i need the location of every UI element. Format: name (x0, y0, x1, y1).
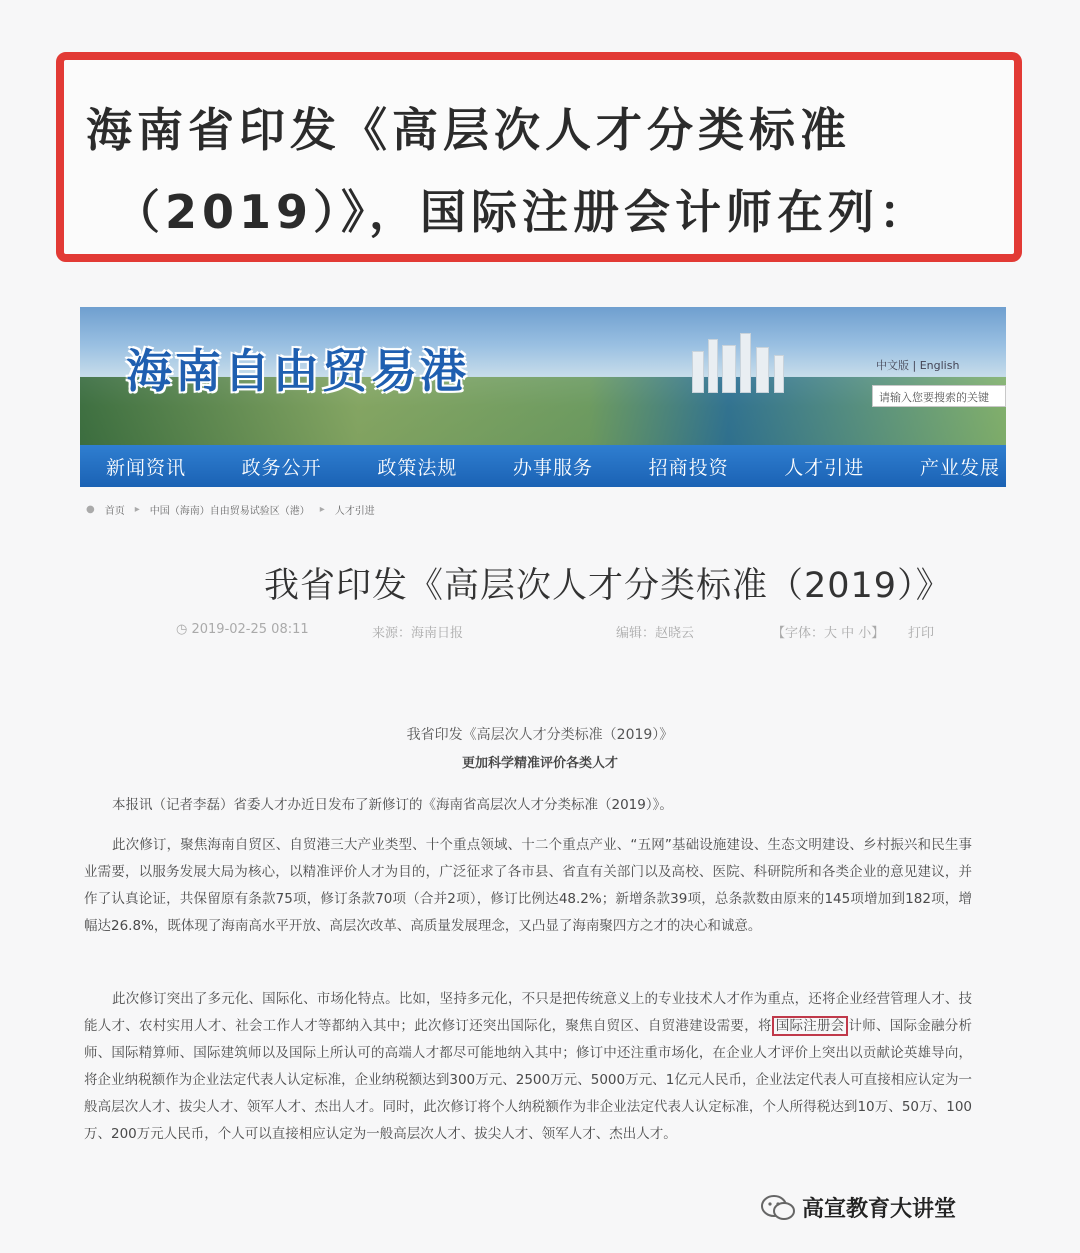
print-button[interactable]: 打印 (908, 626, 935, 641)
wechat-icon (760, 1194, 796, 1222)
home-icon: ● (86, 504, 95, 515)
breadcrumb (86, 502, 375, 517)
nav-gov-affairs[interactable]: 政务公开 (241, 456, 322, 479)
headline-callout (56, 52, 1022, 262)
nav-news[interactable]: 新闻资讯 (106, 456, 187, 479)
nav-investment[interactable]: 招商投资 (648, 456, 729, 479)
breadcrumb-home[interactable]: 首页 (104, 506, 125, 517)
separator-icon: ▸ (134, 504, 140, 515)
headline-line-2: （2019）》，国际注册会计师在列： (114, 185, 931, 239)
article-title: 我省印发《高层次人才分类标准（2019）》 (264, 566, 952, 606)
breadcrumb-section[interactable]: 人才引进 (334, 506, 375, 517)
nav-talent[interactable]: 人才引进 (784, 456, 865, 479)
watermark-text: 高宣教育大讲堂 (802, 1197, 957, 1222)
publish-date: ◷ 2019-02-25 08:11 (176, 622, 309, 637)
paragraph-1: 本报讯（记者李磊）省委人才办近日发布了新修订的《海南省高层次人才分类标准（2019）》。 (112, 797, 673, 813)
publish-date-text: 2019-02-25 08:11 (191, 622, 309, 637)
language-switch[interactable]: 中文版 | English (876, 359, 960, 372)
separator-icon: ▸ (319, 504, 325, 515)
headline-line-1: 海南省印发《高层次人才分类标准 (86, 103, 851, 157)
paragraph-2: 此次修订，聚焦海南自贸区、自贸港三大产业类型、十个重点领域、十二个重点产业、“五网”基础设施建设、生态文明建设、乡村振兴和民生事业需要，以服务发展大局为核心，以精准评价人才为目的，广泛征求了各市县、省直有关部门以及高校、医院、科研院所和各类企业的意见建议，并作了认真论证，共保留原有条款75项，修订条款70项（合并2项），修订比例达48.2%；新增条款39项，总条款数由原来的145项增加到182项，增幅达26.8%，既体现了海南高水平开放、高层次改革、高质量发展理念，又凸显了海南聚四方之才的决心和诚意。 (84, 837, 972, 934)
watermark (760, 1192, 956, 1223)
nav-policy[interactable]: 政策法规 (377, 456, 458, 479)
site-banner (80, 307, 1006, 445)
breadcrumb-zone[interactable]: 中国（海南）自由贸易试验区（港） (149, 506, 310, 517)
paragraph-3 (84, 986, 972, 1148)
nav-industry[interactable]: 产业发展 (919, 456, 1000, 479)
paragraph-3-rest: 计师、国际金融分析师、国际精算师、国际建筑师以及国际上所认可的高端人才都尽可能地纳入其中；修订中还注重市场化，在企业人才评价上突出以贡献论英雄导向，将企业纳税额作为企业法定代表人认定标准，企业纳税额达到300万元、2500万元、5000万元、1亿元人民币，企业法定代表人可直接相应认定为一般高层次人才、拔尖人才、领军人才、杰出人才。同时，此次修订将个人纳税额作为非企业法定代表人认定标准，个人所得税达到10万、50万、100万、200万元人民币，个人可以直接相应认定为一般高层次人才、拔尖人才、领军人才、杰出人才。 (84, 1018, 973, 1142)
highlight-box: 国际注册会 (772, 1016, 849, 1036)
document-heading: 我省印发《高层次人才分类标准（2019）》 (406, 727, 674, 743)
paragraph-3-start: 此次修订突出了多元化、国际化、市场化特点。比如，坚持多元化，不只是把传统意义上的专业技术人才作为重点，还将企业经营管理人才、技能人才、农村实用人才、社会工作人才等都纳入其中；此次修订还突出国际化，聚焦自贸区、自贸港建设需要，将 (84, 991, 972, 1034)
main-nav (80, 445, 1006, 487)
document-subheading: 更加科学精准评价各类人才 (461, 756, 618, 771)
search-input[interactable]: 请输入您要搜索的关键 (872, 385, 1006, 407)
site-title[interactable]: 海南自由贸易港 (126, 344, 469, 398)
nav-services[interactable]: 办事服务 (512, 456, 593, 479)
article-editor: 编辑：赵晓云 (616, 626, 695, 641)
font-size-control[interactable]: 【字体：大 中 小】 (772, 626, 885, 641)
article-source: 来源：海南日报 (372, 626, 464, 641)
